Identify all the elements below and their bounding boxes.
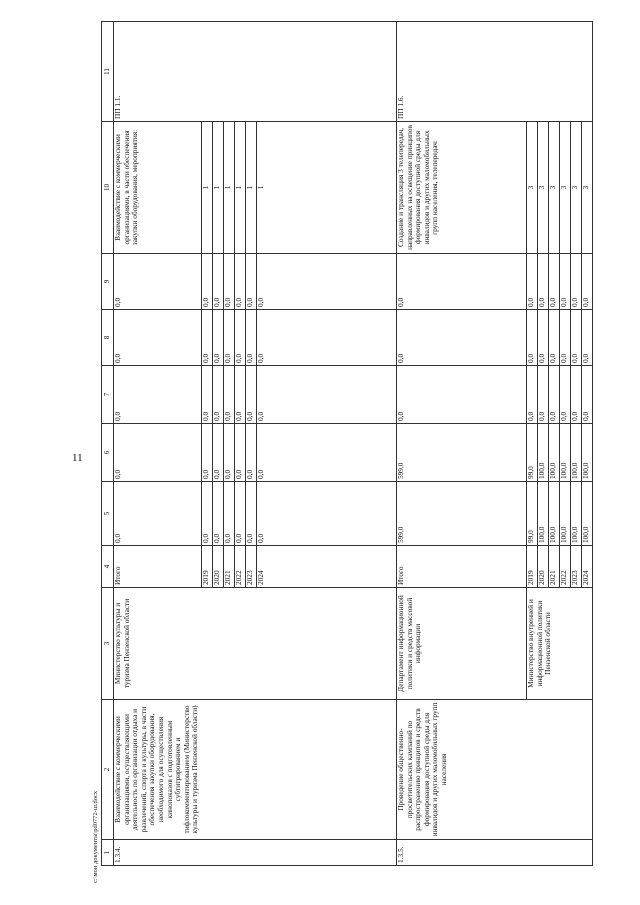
- col-header: 9: [102, 254, 114, 310]
- cell-value: 0,0: [202, 254, 213, 310]
- year: 2021: [549, 546, 560, 588]
- page-number: 11: [72, 452, 83, 464]
- total-value: 599,0: [397, 482, 527, 546]
- cell-value: 100,0: [582, 424, 593, 482]
- row-number: 1.3.5.: [397, 840, 593, 866]
- cell-value: 0,0: [549, 366, 560, 424]
- cell-value: 0,0: [224, 482, 235, 546]
- indicator-value: 1: [246, 122, 257, 254]
- col-header: 4: [102, 546, 114, 588]
- cell-value: 99,0: [527, 424, 538, 482]
- cell-value: 100,0: [549, 482, 560, 546]
- cell-value: 0,0: [224, 310, 235, 366]
- cell-value: 0,0: [560, 254, 571, 310]
- year: 2021: [224, 546, 235, 588]
- year: 2022: [560, 546, 571, 588]
- cell-value: 0,0: [538, 310, 549, 366]
- col-header: 2: [102, 700, 114, 840]
- executor-secondary: Министерство внутренней и информационной политики Пензенской области: [527, 588, 593, 700]
- executor: Министерство культуры и туризма Пензенской области: [114, 588, 397, 700]
- total-value: 0,0: [397, 254, 527, 310]
- indicator-value: 1: [224, 122, 235, 254]
- cell-value: 0,0: [538, 366, 549, 424]
- cell-value: 0,0: [213, 310, 224, 366]
- cell-value: 0,0: [235, 254, 246, 310]
- indicator-value: 1: [257, 122, 397, 254]
- cell-value: 0,0: [527, 254, 538, 310]
- cell-value: 0,0: [246, 254, 257, 310]
- cell-value: 0,0: [246, 482, 257, 546]
- cell-value: 100,0: [538, 482, 549, 546]
- year: 2022: [235, 546, 246, 588]
- cell-value: 0,0: [582, 254, 593, 310]
- indicator-value: 3: [538, 122, 549, 254]
- col-header: 8: [102, 310, 114, 366]
- year: 2019: [202, 546, 213, 588]
- cell-value: 0,0: [246, 310, 257, 366]
- footer-file-path: c:\мои документы\рd0772-ш.docx: [92, 790, 99, 883]
- indicator-value: 3: [549, 122, 560, 254]
- total-label: Итого: [397, 546, 527, 588]
- table-row-total: [114, 22, 202, 866]
- measure-description: Проведение общественно-просветительских кампаний по распространению принципов и средств формирования доступной среды для инвалидов и других маломобильных групп населения: [397, 700, 593, 840]
- cell-value: 0,0: [246, 366, 257, 424]
- cell-value: 100,0: [582, 482, 593, 546]
- year: 2019: [527, 546, 538, 588]
- cell-value: 0,0: [213, 366, 224, 424]
- indicator: Создание и трансляция 3 телепередач, направленных на освещение принципов формирования доступной среды для инвалидов и других маломобильных групп населения, телепередач:: [397, 122, 527, 254]
- cell-value: 0,0: [527, 310, 538, 366]
- col-header: 3: [102, 588, 114, 700]
- measure-description: Взаимодействие с коммерческими организациями, осуществляющими деятельность по организации отдыха и развлечений, спорта и культуры, в части обеспечения закупки оборудования, необходимого для осуществления кинопоказов с подготовленным субтитрированием и тифлокомментированием (Министерство культуры и туризма Пензенской области): [114, 700, 397, 840]
- indicator-value: 3: [571, 122, 582, 254]
- table-wrapper: [101, 22, 611, 866]
- cell-value: 100,0: [538, 424, 549, 482]
- cell-value: 0,0: [213, 254, 224, 310]
- indicator-value: 1: [235, 122, 246, 254]
- cell-value: 0,0: [202, 424, 213, 482]
- cell-value: 0,0: [571, 310, 582, 366]
- year: 2023: [246, 546, 257, 588]
- cell-value: 99,0: [527, 482, 538, 546]
- indicator-value: 1: [213, 122, 224, 254]
- indicator-value: 3: [582, 122, 593, 254]
- cell-value: 0,0: [246, 424, 257, 482]
- year: 2024: [582, 546, 593, 588]
- cell-value: 0,0: [549, 254, 560, 310]
- executor: Департамент информационной политики и средств массовой информации: [397, 588, 527, 700]
- cell-value: 0,0: [235, 366, 246, 424]
- cell-value: 0,0: [257, 482, 397, 546]
- cell-value: 0,0: [257, 424, 397, 482]
- cell-value: 0,0: [560, 366, 571, 424]
- header-row: [102, 22, 114, 866]
- cell-value: 0,0: [224, 424, 235, 482]
- cell-value: 0,0: [257, 310, 397, 366]
- indicator-value: 1: [202, 122, 213, 254]
- cell-value: 0,0: [213, 482, 224, 546]
- cell-value: 0,0: [224, 254, 235, 310]
- col-header: 10: [102, 122, 114, 254]
- row-number: 1.3.4.: [114, 840, 397, 866]
- program-ref: ПП 1.6.: [397, 22, 593, 122]
- col-header: 7: [102, 366, 114, 424]
- cell-value: 0,0: [571, 366, 582, 424]
- cell-value: 100,0: [571, 482, 582, 546]
- total-value: 0,0: [114, 482, 202, 546]
- col-header: 6: [102, 424, 114, 482]
- total-value: 0,0: [114, 424, 202, 482]
- cell-value: 100,0: [549, 424, 560, 482]
- cell-value: 0,0: [527, 366, 538, 424]
- cell-value: 0,0: [224, 366, 235, 424]
- total-value: 0,0: [397, 366, 527, 424]
- cell-value: 0,0: [582, 310, 593, 366]
- total-value: 0,0: [114, 310, 202, 366]
- cell-value: 100,0: [560, 482, 571, 546]
- total-label: Итого: [114, 546, 202, 588]
- indicator-value: 3: [560, 122, 571, 254]
- total-value: 599,0: [397, 424, 527, 482]
- cell-value: 0,0: [202, 482, 213, 546]
- year: 2020: [538, 546, 549, 588]
- table-row-total: [397, 22, 527, 866]
- cell-value: 100,0: [560, 424, 571, 482]
- year: 2023: [571, 546, 582, 588]
- indicator-value: 3: [527, 122, 538, 254]
- cell-value: 0,0: [549, 310, 560, 366]
- program-measures-table: [101, 21, 593, 866]
- cell-value: 100,0: [571, 424, 582, 482]
- cell-value: 0,0: [202, 310, 213, 366]
- total-value: 0,0: [114, 254, 202, 310]
- total-value: 0,0: [114, 366, 202, 424]
- cell-value: 0,0: [213, 424, 224, 482]
- col-header: 5: [102, 482, 114, 546]
- col-header: 11: [102, 22, 114, 122]
- col-header: 1: [102, 840, 114, 866]
- cell-value: 0,0: [560, 310, 571, 366]
- cell-value: 0,0: [538, 254, 549, 310]
- year: 2020: [213, 546, 224, 588]
- cell-value: 0,0: [235, 424, 246, 482]
- cell-value: 0,0: [582, 366, 593, 424]
- program-ref: ПП 1.1.: [114, 22, 397, 122]
- cell-value: 0,0: [257, 254, 397, 310]
- cell-value: 0,0: [235, 310, 246, 366]
- cell-value: 0,0: [202, 366, 213, 424]
- cell-value: 0,0: [571, 254, 582, 310]
- cell-value: 0,0: [235, 482, 246, 546]
- cell-value: 0,0: [257, 366, 397, 424]
- indicator: Взаимодействие с коммерческими организациями, в части обеспечения закупки оборудования, мероприятия:: [114, 122, 202, 254]
- year: 2024: [257, 546, 397, 588]
- total-value: 0,0: [397, 310, 527, 366]
